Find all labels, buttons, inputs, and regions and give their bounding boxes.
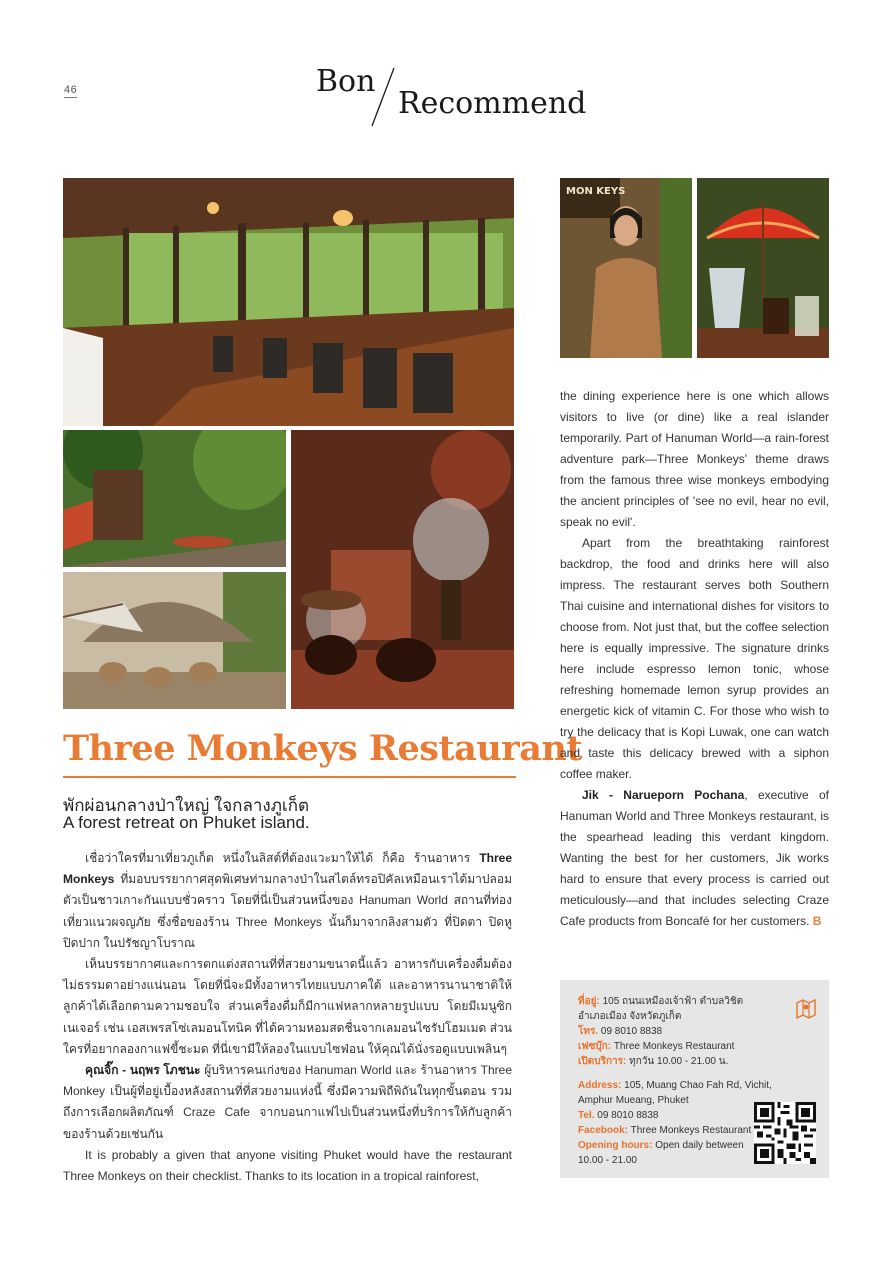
en-hours: Open daily between bbox=[655, 1140, 744, 1151]
left-column-text bbox=[63, 848, 512, 1187]
qr-code[interactable] bbox=[754, 1102, 816, 1164]
subtitle-thai: พักผ่อนกลางป่าใหญ่ ใจกลางภูเก็ต bbox=[63, 796, 310, 815]
page-number: 46 bbox=[64, 84, 78, 96]
th-hours: ทุกวัน 10.00 - 21.00 น. bbox=[629, 1056, 729, 1067]
th-facebook-label: เฟซบุ๊ก: bbox=[578, 1041, 612, 1052]
lemon-tonic-drink-photo bbox=[697, 178, 829, 358]
english-paragraph-1-start: It is probably a given that anyone visiting Phuket would have the restaurant Three Monkeys on their checklist. Thanks to its location in a tropical rainforest, bbox=[63, 1147, 512, 1184]
executive-portrait-photo bbox=[560, 178, 692, 358]
en-address: 105, Muang Chao Fah Rd, Vichit, bbox=[624, 1080, 772, 1091]
map-icon bbox=[795, 998, 817, 1020]
english-p3-name: Jik - Narueporn Pochana bbox=[582, 788, 745, 802]
english-p3-text: , executive of Hanuman World and Three Monkeys restaurant, is the spearhead leading this verdant kingdom. Wanting the best for her customers, Jik works hard to ensure that every process is carried out meticulously—and that includes selecting Craze Cafe products from Boncafé for her customers. bbox=[560, 788, 829, 928]
subtitle-english: A forest retreat on Phuket island. bbox=[63, 813, 310, 832]
english-paragraph-2: Apart from the breathtaking rainforest backdrop, the food and drinks here will also impress. The restaurant serves both Southern Thai cuisine and international dishes for visitors to choose from. Not just that, but the coffee selection here is equally impressive. The signature drinks here include espresso lemon tonic, whose refreshing homemade lemon syrup provides an energetic kick of vitamin C. For those who wish to try the delicacy that is Kopi Luwak, one can watch and taste this delicacy brewed with a siphon coffee maker. bbox=[560, 536, 829, 781]
thatched-hut-photo bbox=[63, 572, 286, 709]
th-address: 105 ถนนเหมืองเจ้าฟ้า ตำบลวิชิต bbox=[602, 996, 744, 1007]
en-address2: Amphur Mueang, Phuket bbox=[578, 1095, 689, 1106]
thai-p3-name: คุณจิ๊ก - นฤพร โภชนะ bbox=[85, 1063, 201, 1078]
th-address-label: ที่อยู่: bbox=[578, 996, 600, 1007]
en-address-line bbox=[578, 1078, 772, 1093]
en-hours-line bbox=[578, 1138, 744, 1153]
thai-p1-name: Three Monkeys bbox=[63, 851, 512, 887]
jungle-entrance-photo bbox=[63, 430, 286, 567]
article-title: Three Monkeys Restaurant bbox=[63, 728, 583, 769]
english-paragraph-1-cont: the dining experience here is one which allows visitors to live (or dine) like a real islander temporarily. Part of Hanuman World—a rain-forest adventure park—Three Monkeys' theme draws from the famous three wise monkeys embodying the ancient principles of 'see no evil, hear no evil, speak no evil'. bbox=[560, 389, 829, 529]
end-mark: B bbox=[812, 914, 822, 928]
en-address-label: Address: bbox=[578, 1080, 622, 1091]
th-hours-label: เปิดบริการ: bbox=[578, 1056, 627, 1067]
th-hours-line bbox=[578, 1054, 728, 1069]
th-address2: อำเภอเมือง จังหวัดภูเก็ต bbox=[578, 1011, 682, 1022]
th-facebook[interactable]: Three Monkeys Restaurant bbox=[613, 1041, 735, 1052]
th-tel-label: โทร. bbox=[578, 1026, 599, 1037]
thai-paragraph-3 bbox=[63, 1060, 512, 1145]
brand-bon: Bon bbox=[316, 64, 376, 99]
en-facebook-label: Facebook: bbox=[578, 1125, 629, 1136]
shop-sign-text: MON KEYS bbox=[566, 186, 626, 197]
right-column-text bbox=[560, 386, 829, 932]
english-paragraph-3 bbox=[560, 785, 829, 932]
thai-p1-text-cont: ที่มอบบรรยากาศสุดพิเศษท่ามกลางป่าในสไตล์ทรอปิคัลเหมือนเราได้มาปลอมตัวเป็นชาวเกาะกันแบบชั่วคราว โดยที่นี่เป็นส่วนหนึ่งของ Hanuman World สถานที่ท่องเที่ยวแนวผจญภัย ซึ่งชื่อของร้าน Three Monkeys นั้นก็มาจากลิงสามตัว ที่ปิดตา ปิดหู ปิดปาก ในปรัชญาโบราณ bbox=[63, 872, 512, 950]
thai-paragraph-2: เห็นบรรยากาศและการตกแต่งสถานที่ที่สวยงามขนาดนี้แล้ว อาหารกับเครื่องดื่มต้องไม่ธรรมดาอย่างแน่นอน โดยที่นี่จะมีทั้งอาหารไทยแบบภาคใต้ และอาหารนานาชาติให้ลูกค้าได้เลือกตามความชอบใจ ส่วนเครื่องดื่มก็มีกาแฟหลากหลายรูปแบบ โดยมีเมนูซิกเนเจอร์ เช่น เอสเพรสโซ่เลมอนโทนิค ที่ได้ความหอมสดชื่นจากเลมอนไซรัปโฮมเมด ส่วนใครที่อยากลองกาแฟขี้ชะมด ที่นี่เขามีให้ลองในแบบไซฟ่อน ให้คุณได้นั่งรอดูแบบเพลินๆ bbox=[63, 957, 512, 1056]
title-divider bbox=[63, 776, 516, 778]
siphon-coffee-photo bbox=[291, 430, 514, 709]
thai-p3-text: ผู้บริหารคนเก่งของ Hanuman World และ ร้านอาหาร Three Monkey เป็นผู้ที่อยู่เบื้องหลังสถานที่ที่สวยงามแห่งนี้ ซึ่งมีความพิถีพิถันในทุกขั้นตอน รวมถึงการเลือกผลิตภัณฑ์ Craze Cafe จากบอนกาแฟไปเป็นส่วนหนึ่งที่บริการให้กับลูกค้าของร้านด้วยเช่นกัน bbox=[63, 1063, 513, 1141]
en-facebook-line bbox=[578, 1123, 751, 1138]
en-hours-label: Opening hours: bbox=[578, 1140, 653, 1151]
restaurant-interior-photo bbox=[63, 178, 514, 426]
en-tel-label: Tel. bbox=[578, 1110, 595, 1121]
en-tel-line bbox=[578, 1108, 658, 1123]
thai-p1-text: เชื่อว่าใครที่มาเที่ยวภูเก็ต หนึ่งในลิสต์ที่ต้องแวะมาให้ได้ ก็คือ ร้านอาหาร bbox=[85, 851, 480, 865]
th-facebook-line bbox=[578, 1039, 734, 1054]
brand-slash bbox=[360, 64, 400, 128]
en-tel: 09 8010 8838 bbox=[597, 1110, 659, 1121]
en-hours2: 10.00 - 21.00 bbox=[578, 1155, 637, 1166]
th-tel-line bbox=[578, 1024, 662, 1039]
thai-paragraph-1 bbox=[63, 848, 512, 954]
en-facebook[interactable]: Three Monkeys Restaurant bbox=[630, 1125, 752, 1136]
th-address-line bbox=[578, 994, 743, 1009]
brand-recommend: Recommend bbox=[398, 86, 587, 121]
th-tel: 09 8010 8838 bbox=[600, 1026, 663, 1037]
